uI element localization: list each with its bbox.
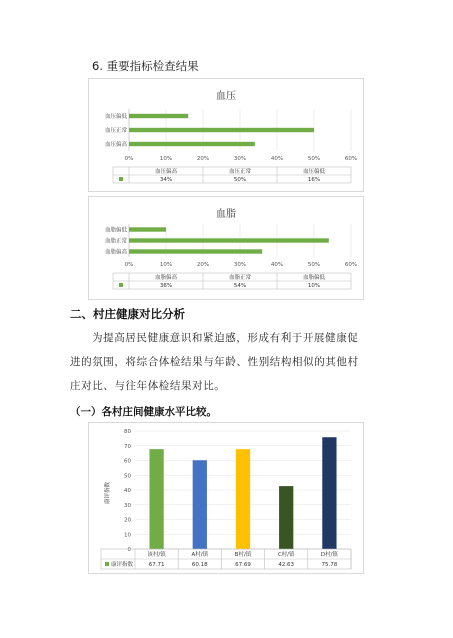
- data-table-value: 42.63: [278, 562, 295, 568]
- section-title: 6. 重要指标检查结果: [92, 59, 199, 73]
- data-table-value: 16%: [307, 176, 321, 183]
- bar: [193, 460, 207, 549]
- x-tick-label: 0%: [124, 156, 134, 162]
- bar: [279, 486, 293, 549]
- legend-label: 康评指数: [111, 562, 134, 568]
- data-table-header: 血脂偏高: [154, 274, 178, 281]
- data-table-value: 50%: [233, 176, 247, 183]
- data-table-value: 75.78: [321, 562, 338, 568]
- x-tick-label: 50%: [307, 156, 321, 162]
- bar: [129, 142, 255, 146]
- paragraph-line: 庄对比、与往年体检结果对比。: [70, 380, 226, 392]
- data-table-value: 36%: [159, 282, 173, 289]
- data-table-value: 34%: [159, 176, 173, 183]
- category-label: 血压正常: [104, 128, 127, 134]
- category-label: 该村/镇: [147, 552, 166, 558]
- y-tick-label: 60: [124, 458, 131, 465]
- category-label: 血压偏低: [104, 114, 127, 120]
- village-comparison-chart: [88, 422, 364, 574]
- x-tick-label: 40%: [270, 262, 284, 268]
- paragraph-line: 进的氛围，将综合体检结果与年龄、性别结构相似的其他村: [70, 356, 359, 368]
- bar: [236, 449, 250, 549]
- category-label: D村/镇: [320, 552, 338, 558]
- y-tick-label: 40: [124, 488, 131, 494]
- village-comparison-plot: [89, 423, 363, 573]
- data-table-header: 血脂正常: [228, 274, 252, 281]
- data-table-value: 67.71: [148, 562, 165, 568]
- bar: [129, 227, 166, 231]
- x-tick-label: 30%: [233, 156, 247, 162]
- legend-swatch: [119, 283, 123, 287]
- y-tick-label: 10: [124, 532, 131, 539]
- data-table-header: 血脂偏低: [302, 274, 326, 281]
- paragraph-line: 为提高居民健康意识和紧迫感，形成有利于开展健康促: [92, 332, 359, 344]
- data-table-header: 血压正常: [228, 168, 252, 175]
- legend-swatch: [105, 562, 109, 566]
- x-tick-label: 0%: [124, 262, 134, 268]
- data-table-value: 54%: [233, 282, 247, 289]
- x-tick-label: 50%: [307, 262, 321, 268]
- bar: [129, 128, 314, 132]
- blood-lipid-chart: [88, 196, 364, 300]
- data-table-header: 血压偏高: [154, 168, 178, 175]
- x-tick-label: 20%: [196, 156, 210, 162]
- bar: [129, 238, 329, 242]
- chart-title: 血脂: [216, 209, 236, 220]
- x-tick-label: 20%: [196, 262, 210, 268]
- category-label: 血脂偏低: [104, 227, 127, 234]
- y-tick-label: 80: [124, 429, 131, 435]
- section-heading: 二、村庄健康对比分析: [70, 307, 185, 321]
- category-label: 血脂正常: [104, 238, 127, 245]
- blood-pressure-plot: [89, 79, 363, 191]
- bar: [129, 249, 262, 253]
- data-table-value: 67.69: [235, 562, 251, 568]
- x-tick-label: 10%: [159, 156, 173, 162]
- x-tick-label: 40%: [270, 156, 284, 162]
- category-label: B村/镇: [234, 552, 252, 558]
- category-label: 血脂偏高: [104, 249, 127, 256]
- bar: [149, 449, 163, 549]
- y-tick-label: 30: [124, 502, 131, 509]
- category-label: A村/镇: [191, 552, 209, 558]
- blood-pressure-chart: [88, 78, 364, 192]
- y-tick-label: 0: [127, 547, 131, 553]
- paragraph: [70, 326, 400, 398]
- data-table-header: 血压偏低: [302, 168, 326, 175]
- y-tick-label: 20: [124, 517, 131, 524]
- data-table-value: 10%: [307, 282, 321, 289]
- subsection-heading: （一）各村庄间健康水平比较。: [70, 406, 217, 418]
- data-table-value: 60.18: [191, 562, 208, 568]
- x-tick-label: 60%: [344, 156, 358, 162]
- x-tick-label: 60%: [344, 262, 358, 268]
- bar: [322, 437, 336, 549]
- chart-title: 血压: [216, 91, 236, 102]
- bar: [129, 114, 188, 118]
- legend-swatch: [119, 177, 123, 181]
- category-label: C村/镇: [277, 552, 295, 558]
- y-tick-label: 50: [124, 473, 131, 480]
- x-tick-label: 30%: [233, 262, 247, 268]
- y-tick-label: 70: [124, 443, 131, 450]
- y-axis-label: 康评指数: [105, 481, 111, 505]
- x-tick-label: 10%: [159, 262, 173, 268]
- category-label: 血压偏高: [104, 142, 127, 148]
- blood-lipid-plot: [89, 197, 363, 299]
